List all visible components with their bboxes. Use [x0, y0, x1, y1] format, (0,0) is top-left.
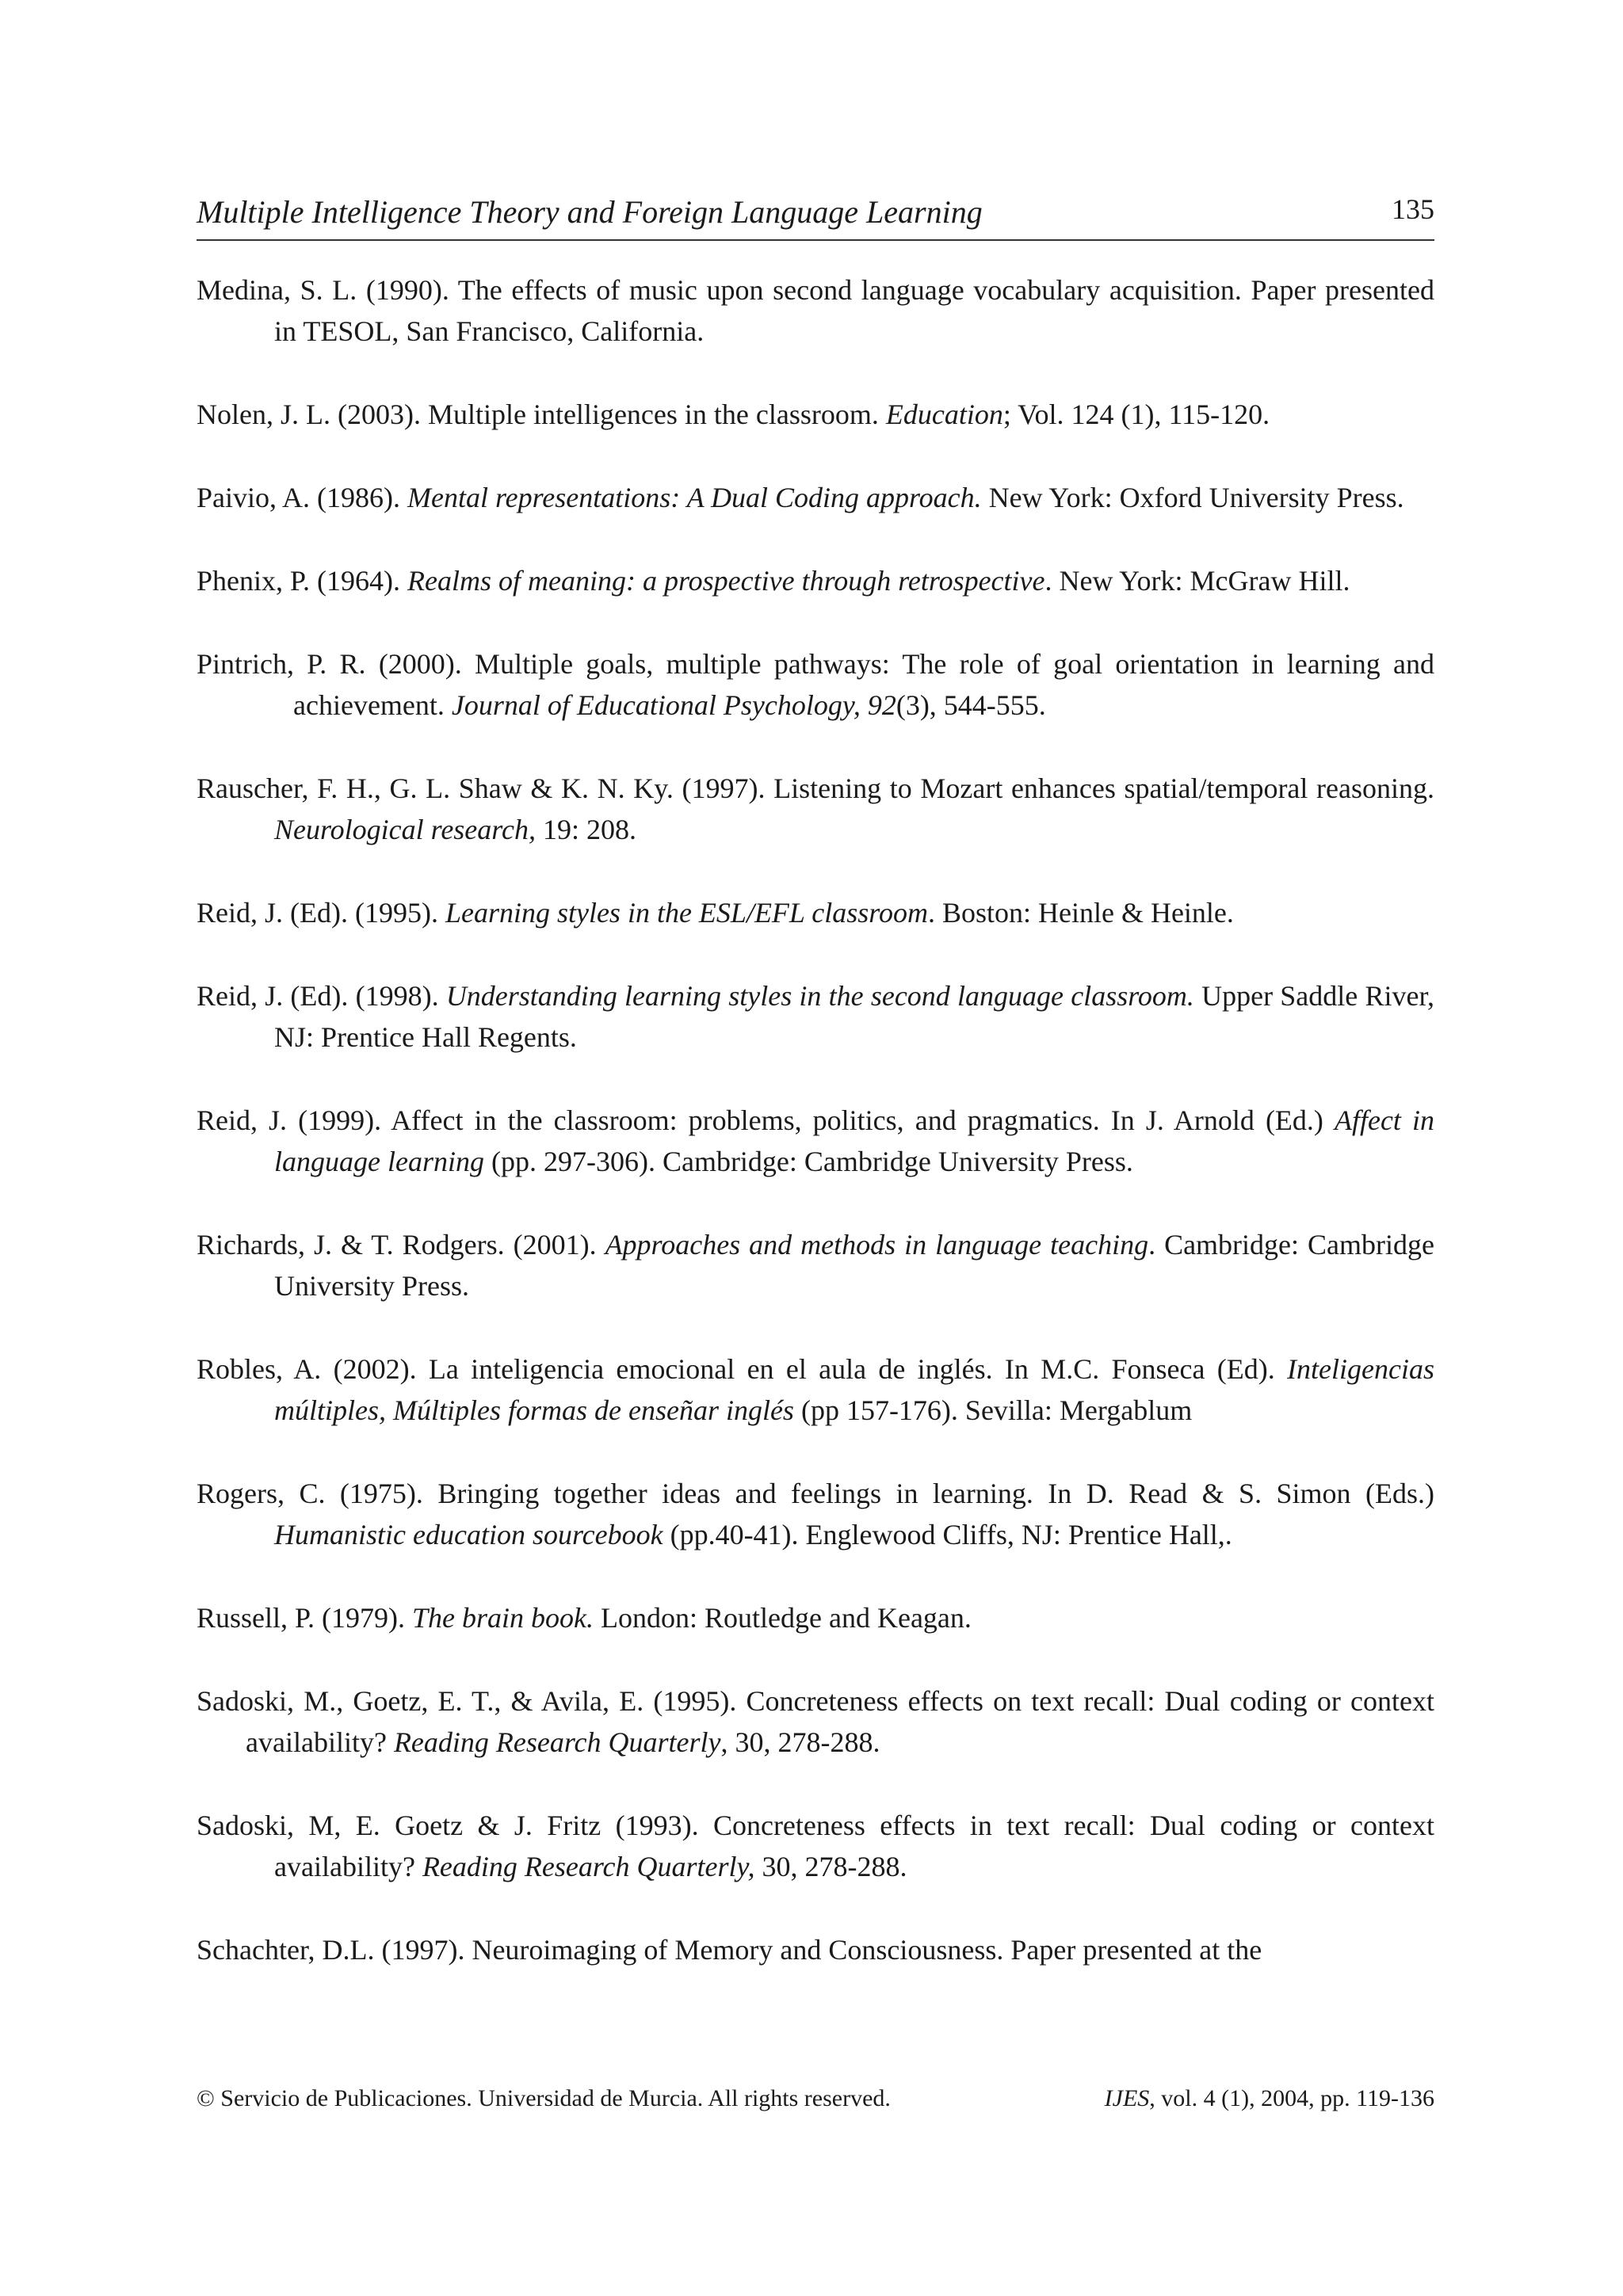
reference-text: Reid, J. (1999). Affect in the classroom: problems, politics, and pragmatics. In J. Arnold (Ed.): [197, 1104, 1335, 1136]
reference-text: Upper Saddle River, NJ: Prentice Hall Regents.: [274, 980, 1435, 1053]
page-number: 135: [1392, 193, 1434, 225]
reference-text: New York: Oxford University Press.: [981, 482, 1404, 513]
reference-entry: [197, 560, 1434, 601]
reference-entry: [197, 269, 1434, 352]
reference-entry: [197, 477, 1434, 518]
reference-text: Pintrich, P. R. (2000). Multiple goals, multiple pathways: The role of goal orientation in learning and achievement.: [197, 648, 1434, 721]
running-header: [197, 190, 1434, 241]
journal-name: IJES: [1104, 2085, 1150, 2111]
reference-entry: [197, 975, 1434, 1058]
reference-title-italic: Humanistic education sourcebook: [274, 1519, 663, 1550]
reference-text: . New York: McGraw Hill.: [1044, 565, 1350, 597]
reference-text: (3), 544-555.: [896, 689, 1046, 721]
reference-text: London: Routledge and Keagan.: [594, 1602, 972, 1634]
reference-title-italic: The brain book.: [412, 1602, 594, 1634]
reference-entry: [197, 1348, 1434, 1431]
reference-text: Richards, J. & T. Rodgers. (2001).: [197, 1229, 605, 1261]
reference-title-italic: Reading Research Quarterly: [393, 1726, 721, 1758]
reference-text: . Boston: Heinle & Heinle.: [927, 897, 1234, 929]
reference-text: (pp 157-176). Sevilla: Mergablum: [793, 1394, 1193, 1426]
reference-text: Robles, A. (2002). La inteligencia emocional en el aula de inglés. In M.C. Fonseca (Ed).: [197, 1353, 1288, 1385]
reference-entry: [197, 643, 1434, 726]
reference-text: Sadoski, M., Goetz, E. T., & Avila, E. (1995). Concreteness effects on text recall: Dual coding or context availability?: [197, 1685, 1434, 1758]
reference-title-italic: Neurological research,: [274, 814, 536, 845]
reference-list: [197, 269, 1434, 2012]
reference-title-italic: Approaches and methods in language teaching: [605, 1229, 1149, 1261]
reference-title-italic: Learning styles in the ESL/EFL classroom: [445, 897, 928, 929]
reference-text: Phenix, P. (1964).: [197, 565, 408, 597]
reference-text: . Cambridge: Cambridge University Press.: [274, 1229, 1434, 1302]
reference-title-italic: Inteligencias múltiples, Múltiples formas de enseñar inglés: [274, 1353, 1434, 1426]
reference-text: Russell, P. (1979).: [197, 1602, 413, 1634]
reference-title-italic: Education: [885, 399, 1003, 430]
journal-volume-pages: , vol. 4 (1), 2004, pp. 119-136: [1149, 2085, 1434, 2111]
copyright-notice: © Servicio de Publicaciones. Universidad de Murcia. All rights reserved.: [197, 2085, 891, 2111]
reference-entry: [197, 1929, 1434, 1970]
running-title: Multiple Intelligence Theory and Foreign Language Learning: [197, 194, 983, 230]
reference-text: (pp. 297-306). Cambridge: Cambridge University Press.: [483, 1146, 1133, 1177]
reference-text: Reid, J. (Ed). (1998).: [197, 980, 446, 1012]
reference-text: 19: 208.: [535, 814, 636, 845]
reference-entry: [197, 394, 1434, 435]
reference-entry: [197, 1100, 1434, 1182]
reference-entry: [197, 1224, 1434, 1306]
reference-text: Rogers, C. (1975). Bringing together ideas and feelings in learning. In D. Read & S. Simon (Eds.): [197, 1478, 1434, 1509]
reference-text: Nolen, J. L. (2003). Multiple intelligences in the classroom.: [197, 399, 886, 430]
reference-entry: [197, 892, 1434, 933]
reference-text: , 30, 278-288.: [720, 1726, 880, 1758]
reference-text: (pp.40-41). Englewood Cliffs, NJ: Prentice Hall,.: [663, 1519, 1232, 1550]
reference-text: 30, 278-288.: [754, 1851, 907, 1882]
reference-entry: [197, 1473, 1434, 1555]
reference-text: Paivio, A. (1986).: [197, 482, 407, 513]
reference-title-italic: Reading Research Quarterly,: [422, 1851, 755, 1882]
reference-text: Reid, J. (Ed). (1995).: [197, 897, 445, 929]
reference-text: Rauscher, F. H., G. L. Shaw & K. N. Ky. (1997). Listening to Mozart enhances spatial/temporal reasoning.: [197, 772, 1434, 804]
reference-title-italic: Mental representations: A Dual Coding approach.: [407, 482, 982, 513]
reference-title-italic: Realms of meaning: a prospective through retrospective: [407, 565, 1045, 597]
journal-citation: [1105, 2080, 1434, 2118]
reference-entry: [197, 1597, 1434, 1638]
reference-entry: [197, 768, 1434, 850]
reference-title-italic: Affect in language learning: [274, 1104, 1434, 1177]
reference-title-italic: Journal of Educational Psychology, 92: [451, 689, 896, 721]
reference-text: ; Vol. 124 (1), 115-120.: [1002, 399, 1270, 430]
reference-text: Sadoski, M, E. Goetz & J. Fritz (1993). Concreteness effects in text recall: Dual coding or context availability?: [197, 1810, 1434, 1882]
page-footer: [197, 2080, 1434, 2118]
reference-text: Medina, S. L. (1990). The effects of music upon second language vocabulary acquisition. Paper presented in TESOL, San Francisco, California.: [197, 274, 1434, 347]
reference-entry: [197, 1805, 1434, 1887]
reference-entry: [197, 1680, 1434, 1763]
reference-title-italic: Understanding learning styles in the second language classroom.: [445, 980, 1194, 1012]
reference-text: Schachter, D.L. (1997). Neuroimaging of Memory and Consciousness. Paper presented at the: [197, 1934, 1262, 1966]
